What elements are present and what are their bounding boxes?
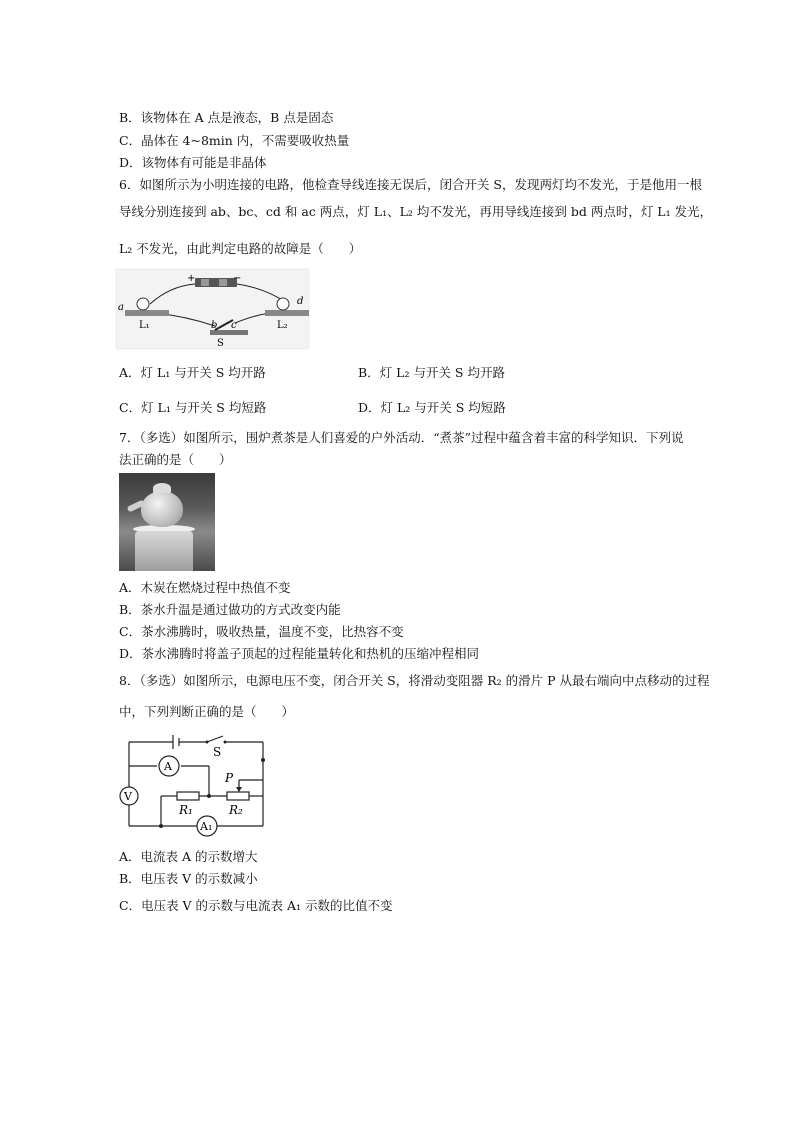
q8-stem-2: 中，下列判断正确的是（ ）: [119, 704, 295, 719]
option-d-prev: D．该物体有可能是非晶体: [119, 155, 267, 170]
q8-stem-1: 8．（多选）如图所示，电源电压不变，闭合开关 S，将滑动变阻器 R₂ 的滑片 P 从最右端向中点移动的过程: [119, 673, 710, 688]
option-b-prev: B．该物体在 A 点是液态，B 点是固态: [119, 110, 334, 125]
q6-stem-3: L₂ 不发光，由此判定电路的故障是（ ）: [119, 241, 362, 256]
lamp-l1-base: [125, 310, 169, 316]
q7-option-a: A．木炭在燃烧过程中热值不变: [119, 580, 291, 595]
tea-kettle-photo: [119, 473, 215, 571]
q8-option-b: B．电压表 V 的示数减小: [119, 871, 258, 886]
label-c: c: [231, 320, 237, 331]
q7-option-c: C．茶水沸腾时，吸收热量，温度不变，比热容不变: [119, 624, 404, 639]
label-slider-p: P: [225, 771, 234, 785]
label-b: b: [211, 320, 218, 331]
q8-circuit-figure: [115, 732, 270, 840]
battery-plus: +: [187, 273, 196, 284]
label-d: d: [297, 296, 304, 307]
battery-minus: −: [233, 273, 242, 284]
q6-option-b: B．灯 L₂ 与开关 S 均开路: [358, 365, 505, 380]
option-c-prev: C．晶体在 4~8min 内，不需要吸收热量: [119, 133, 350, 148]
q8-option-c: C．电压表 V 的示数与电流表 A₁ 示数的比值不变: [119, 898, 393, 913]
q6-option-a: A．灯 L₁ 与开关 S 均开路: [119, 365, 266, 380]
q6-stem-2: 导线分别连接到 ab、bc、cd 和 ac 两点，灯 L₁、L₂ 均不发光，再用导线连接到 bd 两点时，灯 L₁ 发光，: [119, 204, 713, 219]
label-voltmeter-v: V: [124, 790, 132, 803]
label-s: S: [217, 338, 224, 349]
label-ammeter-a1: A₁: [200, 820, 213, 833]
label-r2: R₂: [229, 803, 243, 817]
q7-stem-2: 法正确的是（ ）: [119, 452, 232, 467]
q6-option-d: D．灯 L₂ 与开关 S 均短路: [358, 400, 506, 415]
q7-option-b: B．茶水升温是通过做功的方式改变内能: [119, 602, 341, 617]
label-r1: R₁: [179, 803, 193, 817]
label-switch-s: S: [213, 745, 222, 759]
label-l2: L₂: [277, 320, 288, 331]
q7-stem-1: 7．（多选）如图所示，围炉煮茶是人们喜爱的户外活动．“煮茶”过程中蕴含着丰富的科学知识．下列说: [119, 430, 684, 445]
lamp-l1-bulb: [137, 298, 149, 310]
lamp-l2-bulb: [277, 298, 289, 310]
lamp-l2-base: [265, 310, 309, 316]
q8-option-a: A．电流表 A 的示数增大: [119, 849, 258, 864]
label-l1: L₁: [139, 320, 150, 331]
q6-circuit-figure: [115, 268, 310, 350]
q6-stem-1: 6．如图所示为小明连接的电路，他检查导线连接无误后，闭合开关 S，发现两灯均不发光，于是他用一根: [119, 177, 702, 192]
q7-option-d: D．茶水沸腾时将盖子顶起的过程能量转化和热机的压缩冲程相同: [119, 646, 480, 661]
label-a: a: [118, 302, 124, 313]
label-ammeter-a: A: [164, 760, 172, 773]
q6-option-c: C．灯 L₁ 与开关 S 均短路: [119, 400, 267, 415]
